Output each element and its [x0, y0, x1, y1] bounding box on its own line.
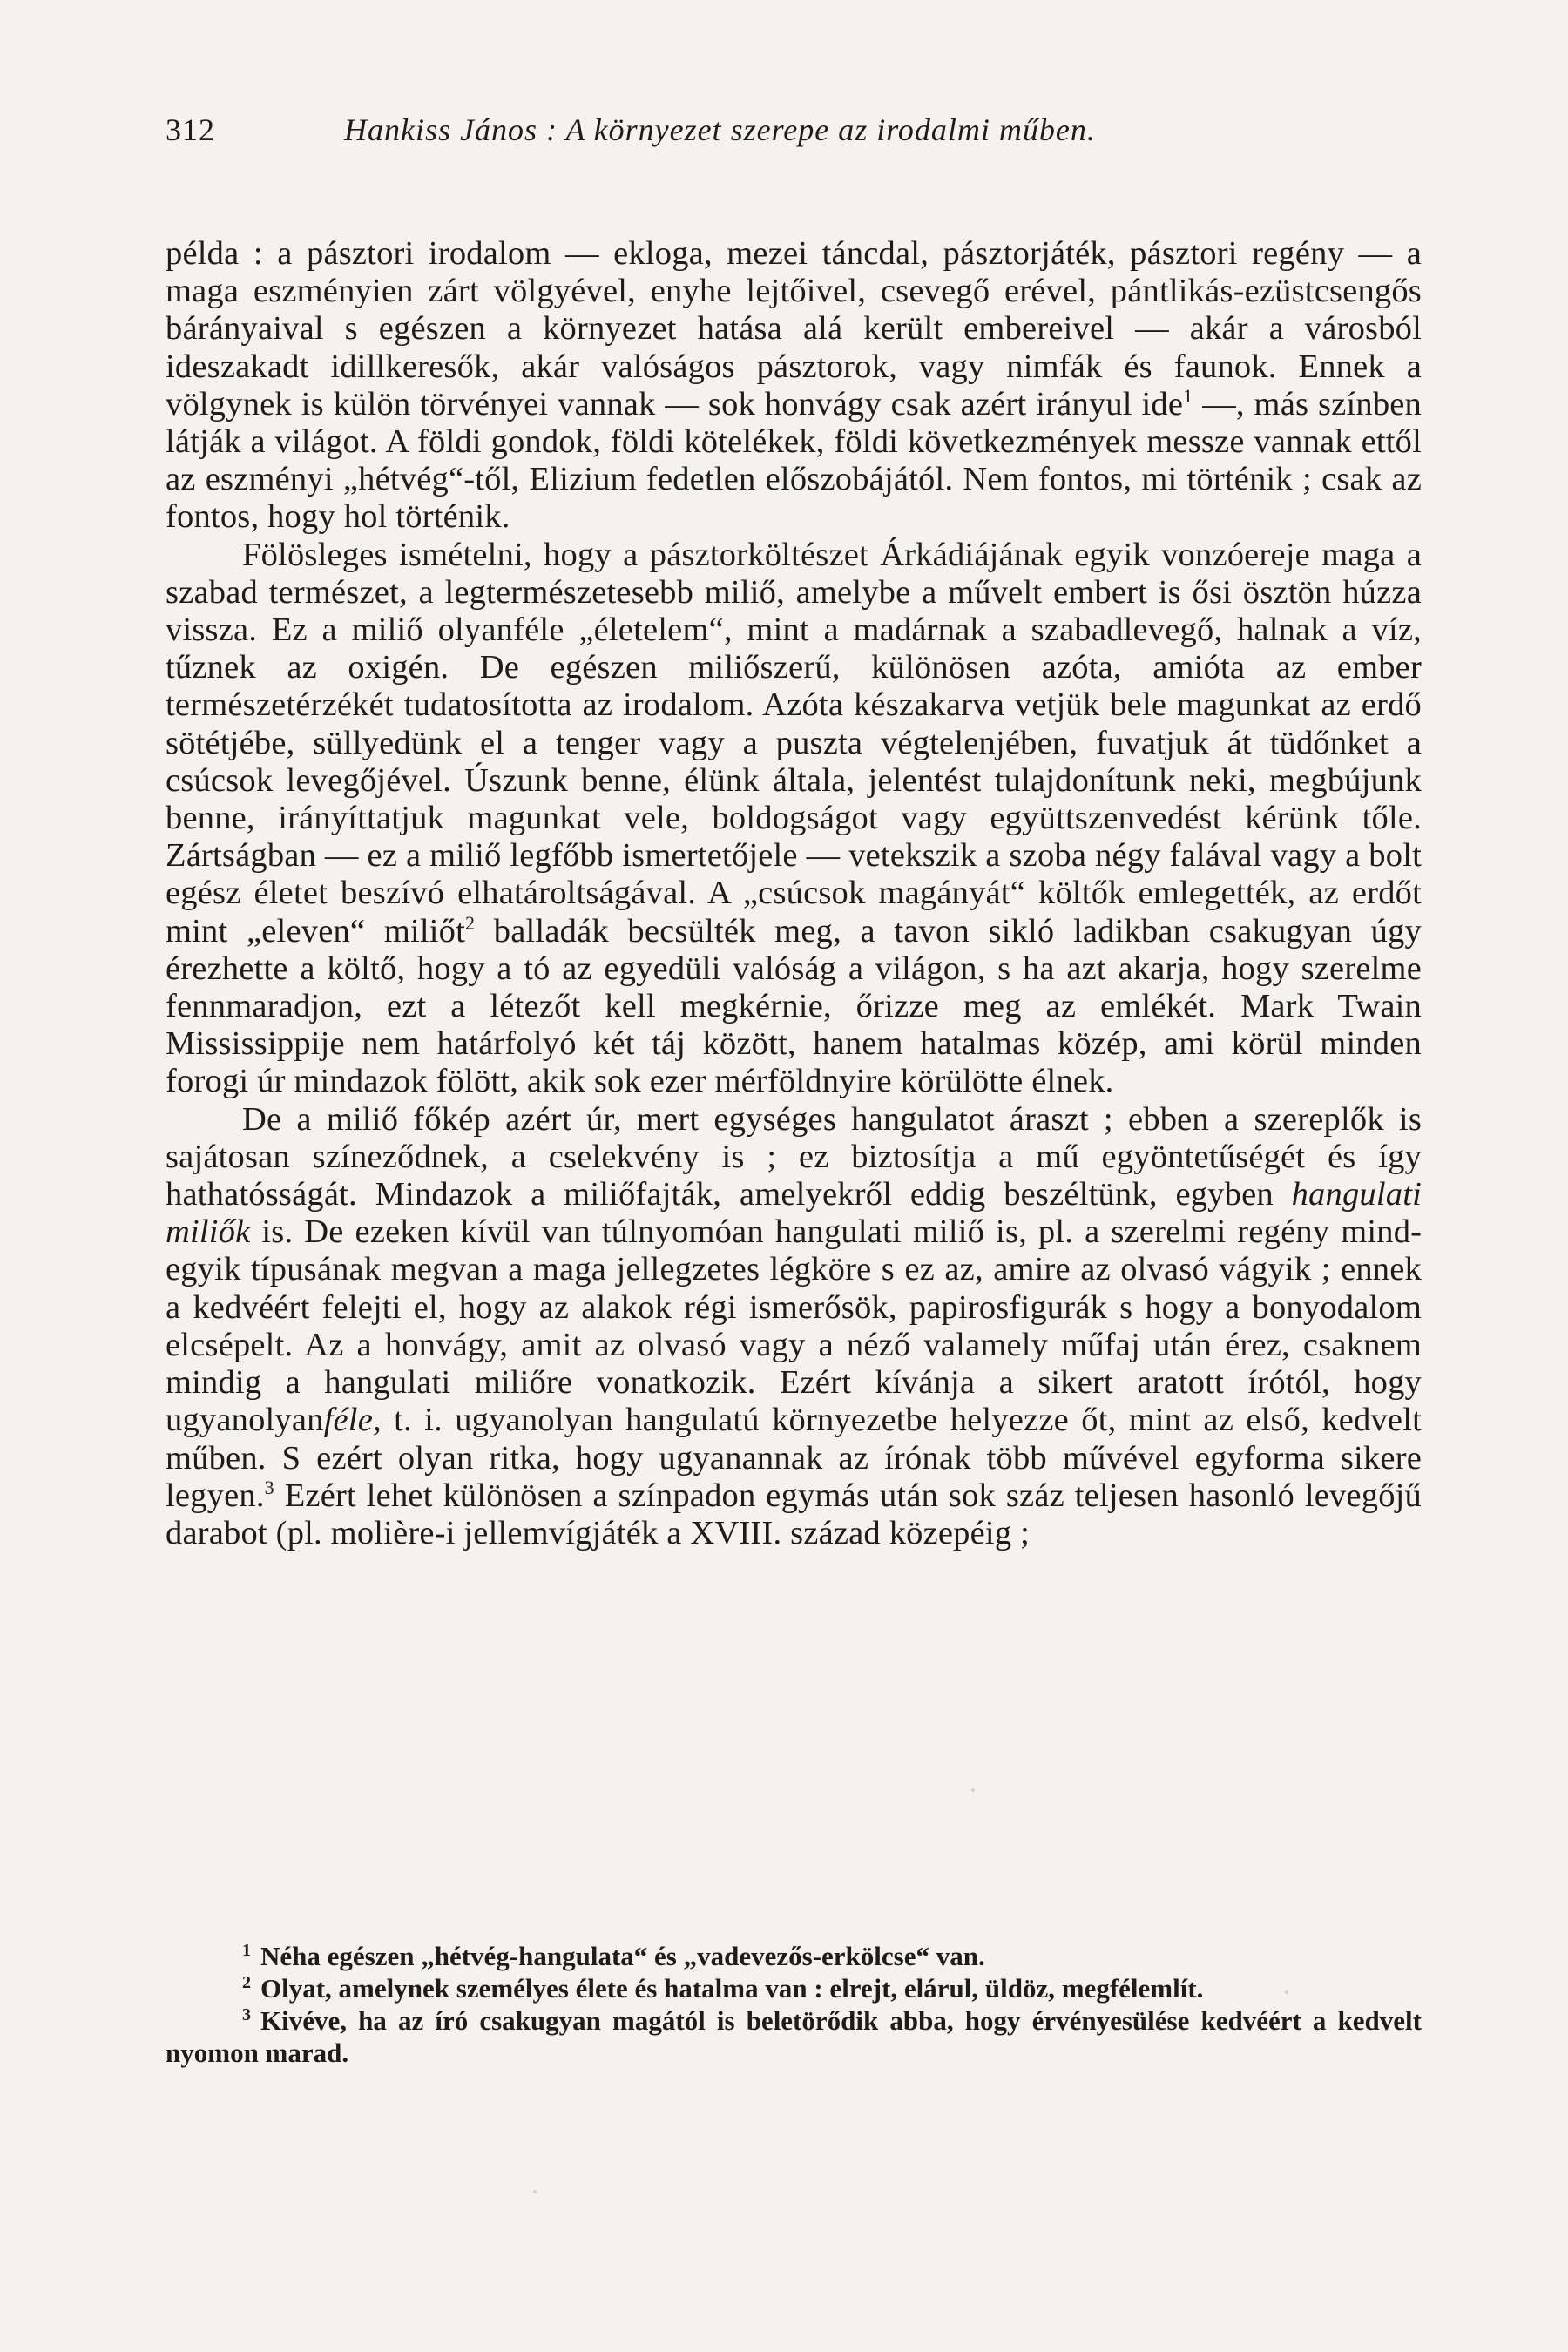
text-segment: balladák becsülték meg, a tavon sikló ladikban csakugyan úgy érezhette a költő, hogy a tó az egyedüli valóság a világon, s ha azt akarja, hogy szerelme fennmaradjon, ezt a létezőt kell megkérnie, őrizze meg az emlékét. Mark Twain Mississippije nem határfolyó két táj között, hanem hatalmas közép, ami körül minden forogi úr mindazok fölött, akik sok ezer mérföldnyire körülötte élnek.	[166, 912, 1422, 1100]
footnote-reference-2: 2	[465, 911, 476, 934]
footnotes	[166, 1940, 1422, 2069]
text-segment: —, más színben látják a világot. A földi gondok, földi kötelékek, földi következmények messze vannak ettől az eszményi „hétvég“-től, Elizium fedetlen előszobájától. Nem fontos, mi történik ; csak az fontos, hogy hol történik.	[166, 385, 1423, 536]
page-number: 312	[166, 112, 215, 147]
text-segment: is. De ezeken kívül van túlnyomóan hangulati miliő is, pl. a szerelmi regény mindegyik típusának megvan a maga jellegzetes légköre s ez az, amire az olvasó vágyik ; ennek a kedvéért felejti el, hogy az alakok régi ismerősök, papirosfigurák s hogy a bonyodalom elcsépelt. Az a honvágy, amit az olvasó vagy a néző valamely műfaj után érez, csaknem mindig a hangulati miliőre vonatkozik. Ezért kívánja a sikert aratott írótól, hogy ugyanolyan	[166, 1213, 1422, 1439]
paragraph-1	[166, 235, 1422, 537]
footnote-number-1: 1	[242, 1940, 251, 1960]
running-title: Hankiss János : A környezet szerepe az irodalmi műben.	[344, 112, 1096, 147]
text-segment: t. i. ugyanolyan hangulatú környezetbe helyezze őt, mint az első, kedvelt műben. S ezért olyan ritka, hogy ugyanannak az írónak több művével egyforma sikere legyen.	[166, 1402, 1422, 1514]
paragraph-3	[166, 1101, 1422, 1552]
footnote-number-3: 3	[242, 2004, 251, 2024]
paper-speck	[533, 2190, 537, 2193]
footnote-number-2: 2	[242, 1972, 251, 1992]
paper-speck	[1285, 1990, 1288, 1994]
paper-speck	[971, 1788, 975, 1792]
footnote-1	[166, 1940, 1422, 1972]
footnote-text-2: Olyat, amelynek személyes élete és hatalma van : elrejt, elárul, üldöz, megfélemlít.	[260, 1973, 1204, 2004]
footnote-3	[166, 2004, 1422, 2069]
text-segment: Ezért lehet különösen a színpadon egymás után sok száz teljesen hasonló levegőjű darabot (pl. molière-i jellemvígjáték a XVIII. század közepéig ;	[166, 1477, 1422, 1551]
text-segment: De a miliő főkép azért úr, mert egységes hangulatot áraszt ; ebben a szereplők is sajátosan színeződnek, a cselekvény is ; ez biztosítja a mű egyöntetűségét és így hathatósságát. Mindazok a miliőfajták, amelyekről eddig beszéltünk, egyben	[166, 1100, 1422, 1213]
footnote-reference-3: 3	[264, 1476, 274, 1498]
text-segment: példa : a pásztori irodalom — ekloga, mezei táncdal, pásztorjáték, pásztori regény — a maga eszményien zárt völgyével, enyhe lejtőivel, csevegő erével, pántlikás-ezüstcsengős bárányaival s egészen a környezet hatása alá került embereivel — akár a városból ideszakadt idillkeresők, akár valóságos pásztorok, vagy nimfák és faunok. Ennek a völgynek is külön törvényei vannak — sok honvágy csak azért irányul ide	[166, 235, 1422, 422]
footnote-reference-1: 1	[1183, 384, 1193, 407]
italic-term: hangulati miliők	[166, 1176, 1422, 1251]
page-header	[166, 112, 1429, 164]
italic-term: féle,	[323, 1402, 382, 1439]
main-text	[166, 235, 1422, 1552]
footnote-text-3: Kivéve, ha az író csakugyan magától is beletörődik abba, hogy érvényesülése kedvéért a kedvelt nyomon marad.	[166, 2005, 1422, 2068]
footnote-2	[166, 1972, 1422, 2004]
footnote-text-1: Néha egészen „hétvég-hangulata“ és „vadevezős-erkölcse“ van.	[260, 1941, 985, 1971]
text-segment: Fölösleges ismételni, hogy a pásztorköltészet Árkádiájának egyik vonzóereje maga a szabad természet, a legtermészetesebb miliő, amelybe a művelt embert is ősi ösztön húzza vissza. Ez a miliő olyanféle „életelem“, mint a madárnak a szabadlevegő, halnak a víz, tűznek az oxigén. De egészen miliőszerű, különösen azóta, amióta az ember természetérzékét tudatosította az irodalom. Azóta készakarva vetjük bele magunkat az erdő sötétjébe, süllyedünk el a tenger vagy a puszta végtelenjében, fuvatjuk át tüdőnket a csúcsok levegőjével. Úszunk benne, élünk általa, jelentést tulajdonítunk neki, megbújunk benne, irányíttatjuk magunkat vele, boldogságot vagy együttszenvedést kérünk tőle. Zártságban — ez a miliő legfőbb ismertetőjele — vetekszik a szoba négy falával vagy a bolt egész életet beszívó elhatároltságával. A „csúcsok magányát“ költők emlegették, az erdőt mint „eleven“ miliőt	[166, 536, 1422, 950]
paragraph-2	[166, 537, 1422, 1101]
